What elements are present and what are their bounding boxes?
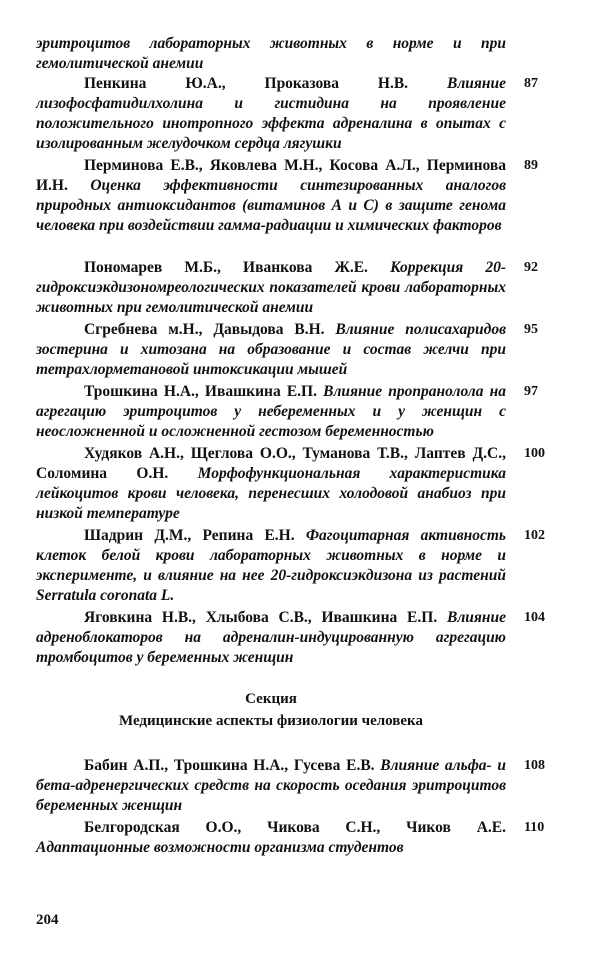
- entry-page-number: 89: [524, 158, 538, 173]
- entry-title: Морфофункциональная характеристика лейкоцитов крови человека, перенесших холодовой анабиоз при низкой температуре: [36, 465, 506, 522]
- entry-title: Влияние альфа- и бета-адренергических средств на скорость оседания эритроцитов беременных женщин: [36, 757, 507, 814]
- page-number: 204: [36, 912, 59, 928]
- toc-entry: [36, 756, 506, 816]
- entry-authors: Яговкина Н.В., Хлыбова С.В., Ивашкина Е.П.: [84, 609, 438, 626]
- entry-page-number: 87: [524, 76, 538, 91]
- toc-entry: [36, 382, 506, 442]
- entry-authors: Перминова Е.В., Яковлева М.Н., Косова А.Л., Перминова И.Н.: [36, 157, 506, 194]
- toc-entry: [36, 444, 506, 524]
- entry-page-number: 102: [524, 528, 545, 543]
- toc-entry: [36, 608, 506, 668]
- entry-page-number: 104: [524, 610, 545, 625]
- entry-title: Влияние полисахаридов зостерина и хитозана на образование и состав желчи при тетрахлорметановой интоксикации мышей: [36, 321, 507, 378]
- entry-title: Оценка эффективности синтезированных аналогов природных антиоксидантов (витаминов А и С) в защите генома человека при воздействии гамма-радиации и химических факторов: [36, 177, 506, 234]
- toc-entry: [36, 258, 506, 318]
- section-title: Медицинские аспекты физиологии человека: [119, 713, 423, 729]
- section-label: Секция: [245, 691, 297, 707]
- entry-page-number: 100: [524, 446, 545, 461]
- toc-entry: [36, 74, 506, 154]
- toc-entry: [36, 818, 506, 858]
- entry-title: Влияние адреноблокаторов на адреналин-индуцированную агрегацию тромбоцитов у беременных женщин: [36, 609, 507, 666]
- toc-entry: [36, 34, 506, 74]
- entry-title: Коррекция 20-гидроксиэкдизономреологических показателей крови лабораторных животных при гемолитической анемии: [36, 259, 506, 316]
- entry-page-number: 95: [524, 322, 538, 337]
- entry-page-number: 97: [524, 384, 538, 399]
- entry-authors: Трошкина Н.А., Ивашкина Е.П.: [84, 383, 317, 400]
- entry-page-number: 92: [524, 260, 538, 275]
- entry-title: Влияние пропранолола на агрегацию эритроцитов у небеременных и у женщин с неосложненной и осложненной гестозом беременностью: [36, 383, 507, 440]
- entry-authors: Белгородская О.О., Чикова С.Н., Чиков А.Е.: [84, 819, 506, 836]
- entry-authors: Худяков А.Н., Щеглова О.О., Туманова Т.В., Лаптев Д.С., Соломина О.Н.: [36, 445, 506, 482]
- entry-page-number: 110: [524, 820, 545, 835]
- entry-page-number: 108: [524, 758, 545, 773]
- entry-authors: Шадрин Д.М., Репина Е.Н.: [84, 527, 295, 544]
- entry-title: эритроцитов лабораторных животных в норме и при гемолитической анемии: [36, 35, 506, 72]
- entry-authors: Сгребнева м.Н., Давыдова В.Н.: [84, 321, 325, 338]
- toc-entry: [36, 526, 506, 606]
- entry-authors: Бабин А.П., Трошкина Н.А., Гусева Е.В.: [84, 757, 375, 774]
- entry-authors: Пенкина Ю.А., Проказова Н.В.: [84, 75, 409, 92]
- entry-authors: Пономарев М.Б., Иванкова Ж.Е.: [84, 259, 368, 276]
- entry-title: Влияние лизофосфатидилхолина и гистидина на проявление положительного инотропного эффекта адреналина в опытах с изолированным желудочком сердца лягушки: [36, 75, 506, 152]
- toc-entry: [36, 156, 506, 236]
- entry-title: Фагоцитарная активность клеток белой крови лабораторных животных в норме и эксперименте, и влияние на нее 20-гидроксиэкдизона из растений Serratula coronata L.: [36, 527, 507, 604]
- entry-title: Адаптационные возможности организма студентов: [36, 839, 404, 856]
- toc-entry: [36, 320, 506, 380]
